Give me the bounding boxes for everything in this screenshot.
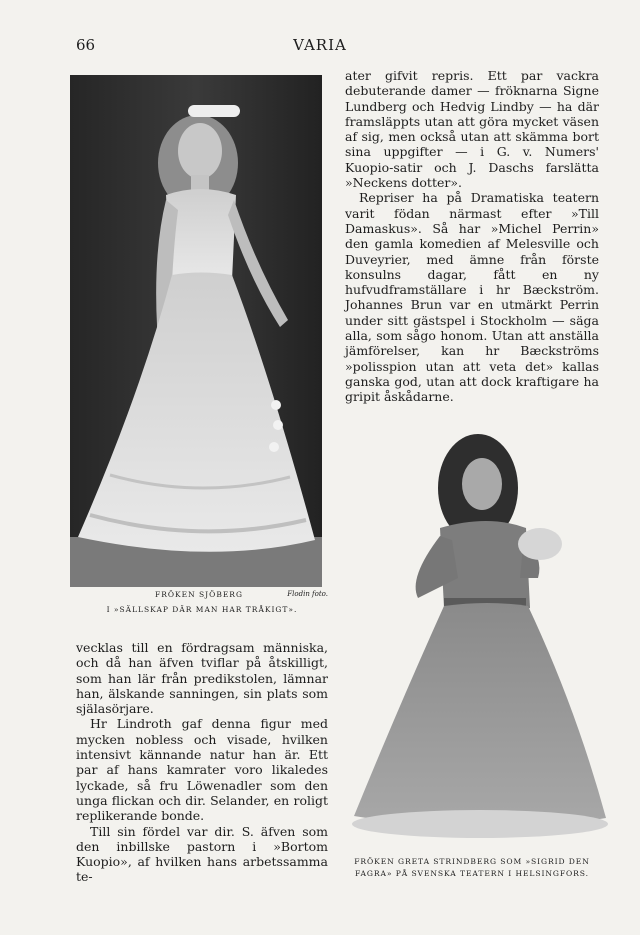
running-title: VARIA xyxy=(293,36,347,54)
right-paragraph-2: Repriser ha på Dramatiska teatern varit födan närmast efter »Till Damaskus». Så har »Michel Perrin» den gamla komedien af Melesville och Duveyrier, med ämne från förste konsulns dagar, fått en ny hufvudframställare i hr Bæckström. Johannes Brun var en utmärkt Perrin under sitt gästspel i Stockholm — säga alla, som sågo honom. Utan att anställa jämförelser, kan hr Bæckströms »polisspion utan att veta det» kallas ganska god, utan att dock kraftigare ha gripit åskådarne. xyxy=(345,190,599,405)
page-number: 66 xyxy=(76,36,96,54)
figure1-caption-role: I »SÄLLSKAP DÄR MAN HAR TRÅKIGT». xyxy=(106,605,298,614)
figure1-caption xyxy=(70,590,334,614)
photo-froken-sjoberg xyxy=(70,75,322,587)
figure2-caption-line1: FRÖKEN GRETA STRINDBERG SOM »SIGRID DEN xyxy=(354,857,590,866)
figure2-caption xyxy=(336,856,608,880)
left-paragraph-3: Till sin fördel var dir. S. äfven som den inbillske pastorn i »Bortom Kuopio», af hvilken hans arbetssamma te- xyxy=(76,823,328,885)
left-text-column xyxy=(76,640,328,885)
figure2-caption-line2: FAGRA» PÅ SVENSKA TEATERN I HELSINGFORS. xyxy=(355,869,589,878)
left-paragraph-2: Hr Lindroth gaf denna figur med mycken nobless och visade, hvilken intensivt kännande natur han är. Ett par af hans kamrater voro likaledes lyckade, så fru Löwenadler som den unga flickan och dir. Selander, en roligt replikerande bonde. xyxy=(76,716,328,824)
right-text-column xyxy=(345,68,599,405)
figure1-caption-name: FRÖKEN SJÖBERG xyxy=(155,590,243,599)
left-paragraph-1: vecklas till en fördragsam människa, och då han äfven tviflar på åtskilligt, som han lär från predikstolen, lämnar han, älskande sanningen, sin plats som själasörjare. xyxy=(76,640,328,717)
photo-froken-greta-strindberg xyxy=(348,428,612,848)
figure1-photo-credit: Flodin foto. xyxy=(287,590,328,598)
right-paragraph-1: ater gifvit repris. Ett par vackra debuterande damer — fröknarna Signe Lundberg och Hedvig Lindby — ha där framsläppts utan att göra mycket väsen af sig, men också utan att skämma bort sina uppgifter — i G. v. Numers' Kuopio-satir och J. Daschs farslätta »Neckens dotter». xyxy=(345,68,599,191)
